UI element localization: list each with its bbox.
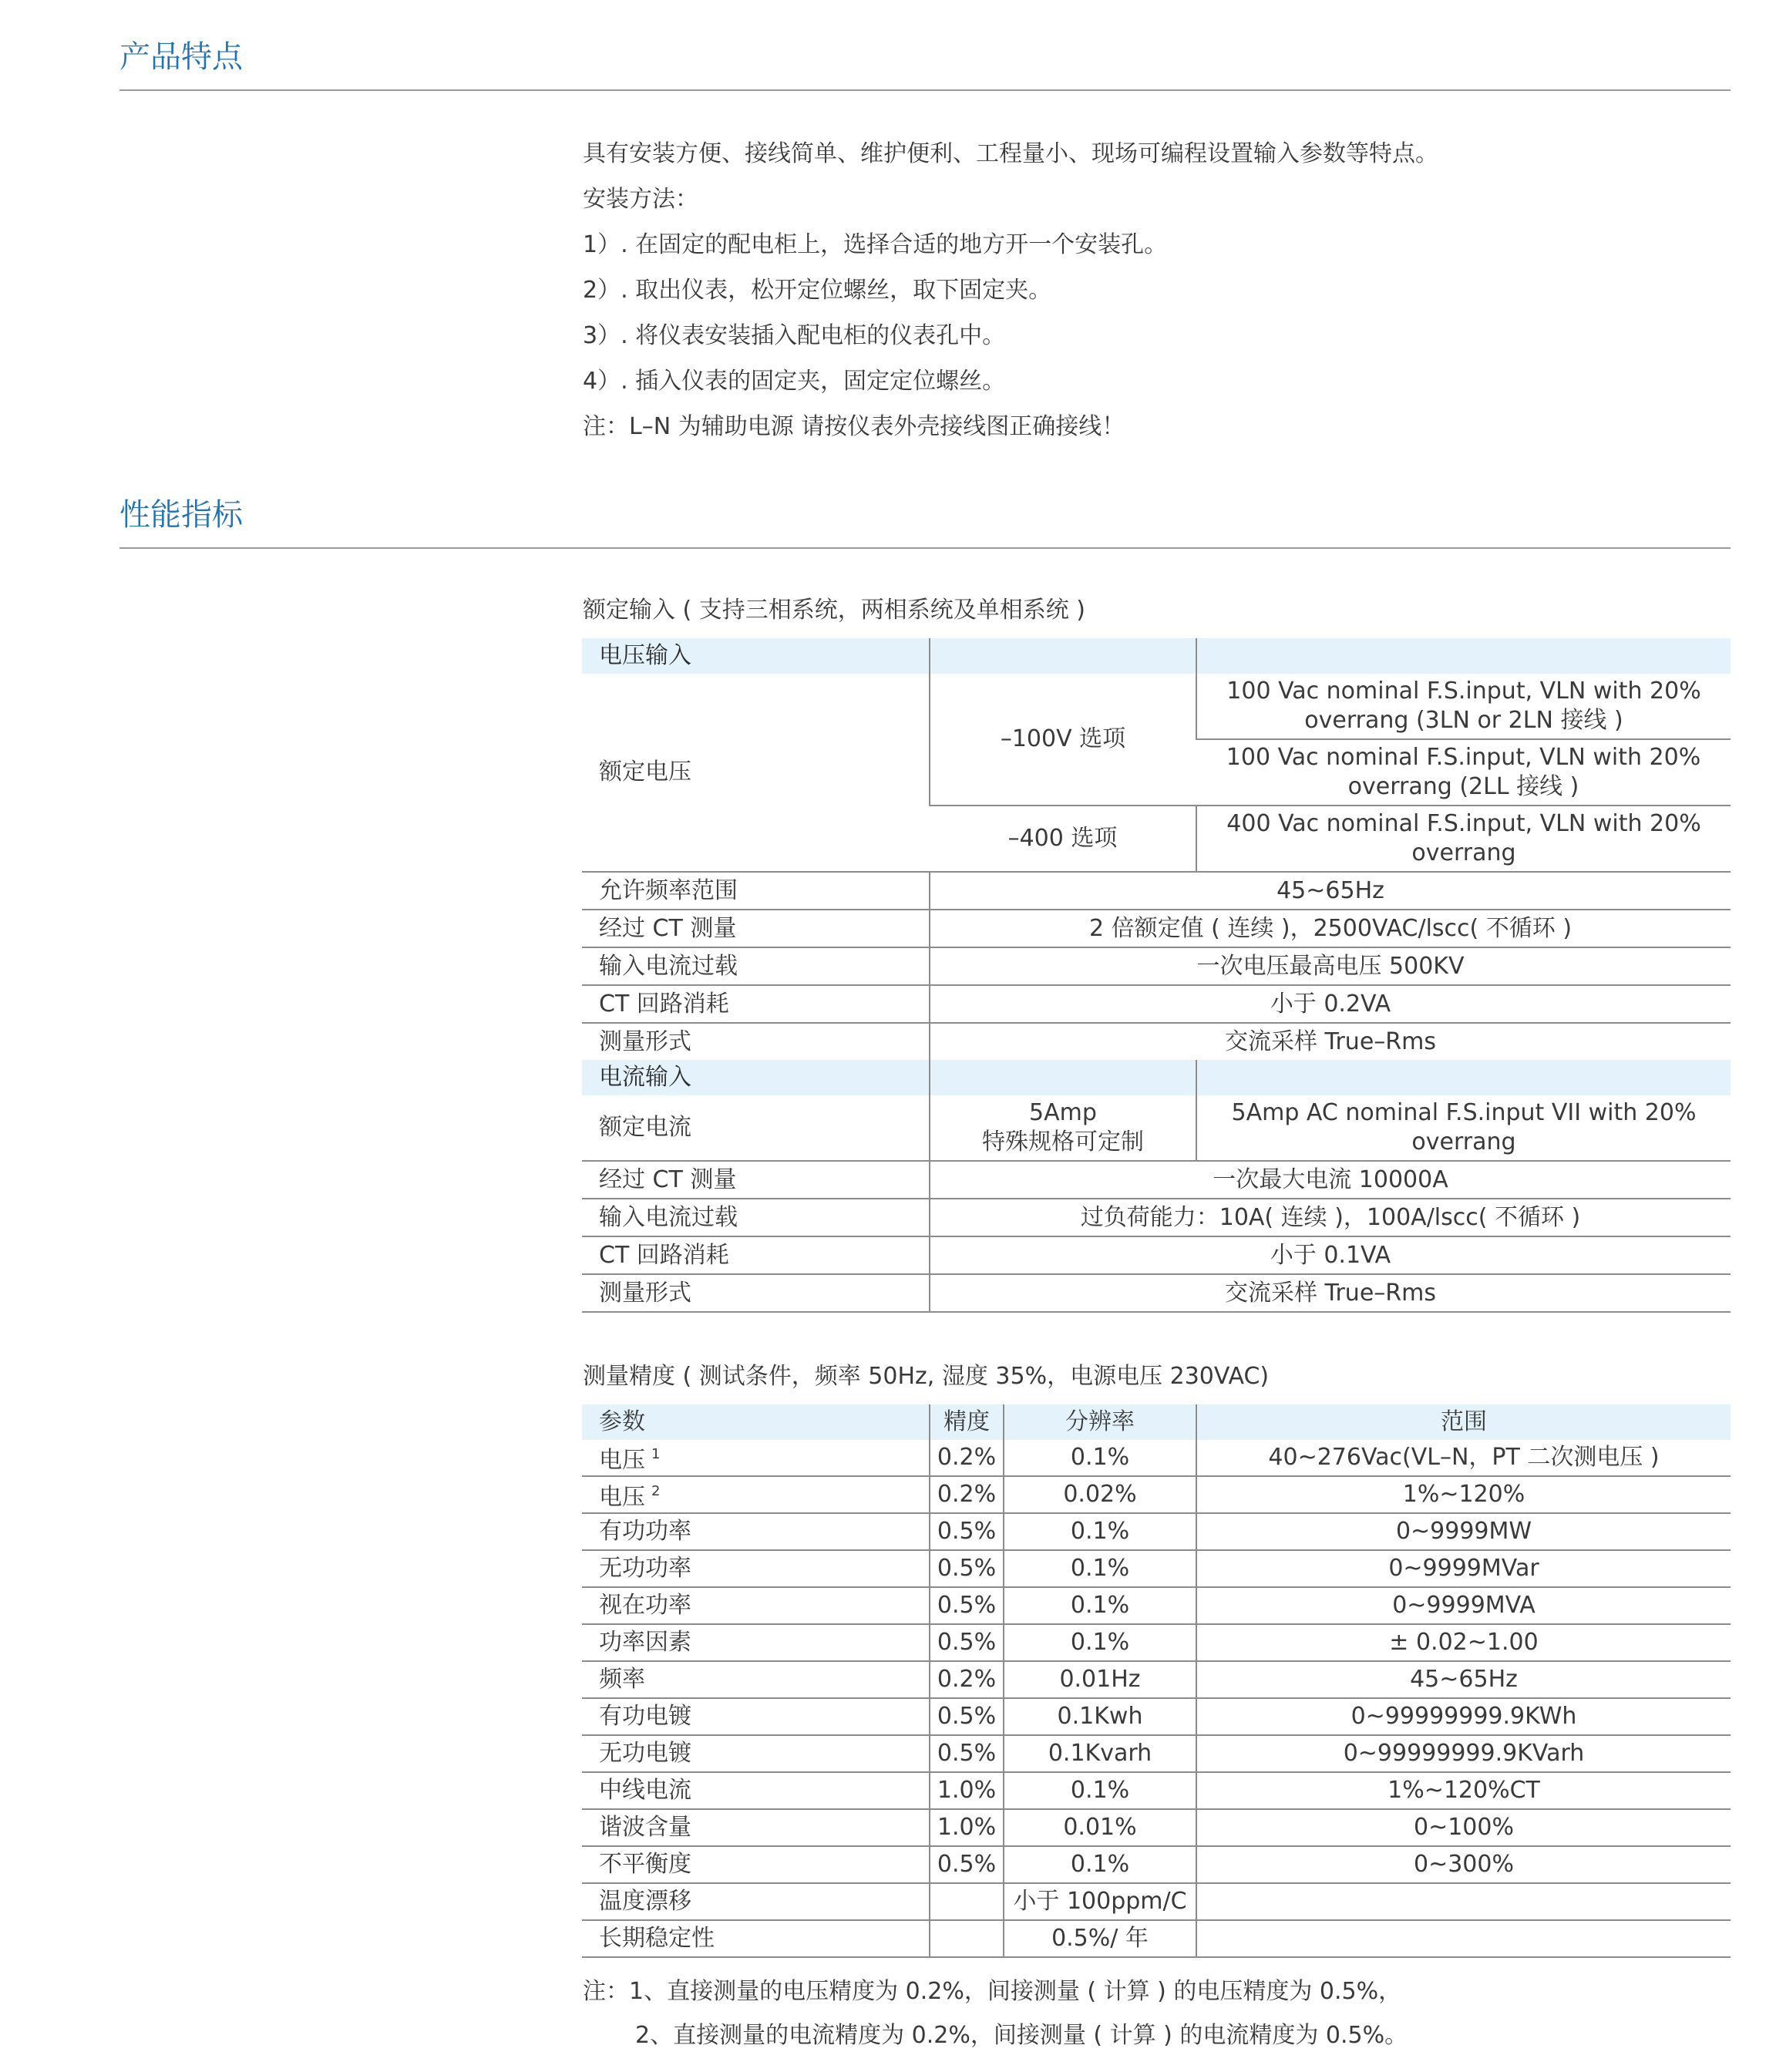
param-cell bbox=[582, 1846, 930, 1883]
accuracy-cell: 0.5% bbox=[930, 1550, 1004, 1587]
table-row bbox=[582, 1809, 1731, 1846]
rated-voltage-label: 额定电压 bbox=[582, 674, 930, 872]
range-cell: 45~65Hz bbox=[1196, 1661, 1731, 1698]
row-value: 一次最大电流 10000A bbox=[930, 1161, 1731, 1199]
row-value: 小于 0.2VA bbox=[930, 985, 1731, 1023]
range-cell: 1%~120%CT bbox=[1196, 1772, 1731, 1809]
param-name: 有功电镀 bbox=[599, 1703, 691, 1730]
row-value: 一次电压最高电压 500KV bbox=[930, 947, 1731, 985]
row-value: 小于 0.1VA bbox=[930, 1236, 1731, 1274]
features-line: 注：L–N 为辅助电源 请按仪表外壳接线图正确接线！ bbox=[583, 413, 1125, 440]
table-row bbox=[582, 1023, 1731, 1060]
resolution-cell: 小于 100ppm/C bbox=[1004, 1883, 1196, 1920]
section-title-performance: 性能指标 bbox=[119, 497, 243, 533]
table-row bbox=[582, 1513, 1731, 1550]
current-option: 5Amp 特殊规格可定制 bbox=[930, 1095, 1196, 1161]
resolution-cell: 0.1% bbox=[1004, 1440, 1196, 1476]
table-row bbox=[582, 1440, 1731, 1476]
voltage-input-header: 电压输入 bbox=[582, 638, 930, 674]
table-header-row bbox=[582, 638, 1731, 674]
table-row bbox=[582, 1624, 1731, 1661]
param-cell bbox=[582, 1513, 930, 1550]
features-line: 4）. 插入仪表的固定夹，固定定位螺丝。 bbox=[583, 368, 1006, 395]
spec-3ln: 100 Vac nominal F.S.input, VLN with 20% overrang (3LN or 2LN 接线 ) bbox=[1196, 674, 1731, 739]
param-name: 温度漂移 bbox=[599, 1888, 691, 1915]
row-value: 过负荷能力：10A( 连续 )，100A/lscc( 不循环 ) bbox=[930, 1199, 1731, 1236]
column-header: 范围 bbox=[1196, 1404, 1731, 1440]
row-label: 经过 CT 测量 bbox=[582, 1161, 930, 1199]
section-divider bbox=[119, 547, 1731, 549]
row-label: 经过 CT 测量 bbox=[582, 910, 930, 947]
row-label: CT 回路消耗 bbox=[582, 985, 930, 1023]
accuracy-table bbox=[582, 1404, 1731, 1958]
resolution-cell: 0.1% bbox=[1004, 1624, 1196, 1661]
resolution-cell: 0.1Kwh bbox=[1004, 1698, 1196, 1735]
resolution-cell: 0.1% bbox=[1004, 1846, 1196, 1883]
features-line: 2）. 取出仪表，松开定位螺丝，取下固定夹。 bbox=[583, 277, 1052, 304]
row-label: 输入电流过载 bbox=[582, 947, 930, 985]
table-row bbox=[582, 1772, 1731, 1809]
section-divider bbox=[119, 89, 1731, 91]
table-row bbox=[582, 985, 1731, 1023]
resolution-cell: 0.02% bbox=[1004, 1476, 1196, 1513]
param-name: 电压 bbox=[599, 1447, 645, 1474]
note-line: 2、直接测量的电流精度为 0.2%，间接测量 ( 计算 ) 的电流精度为 0.5%。 bbox=[635, 2022, 1408, 2049]
table-row bbox=[582, 674, 1731, 739]
current-input-header: 电流输入 bbox=[582, 1060, 930, 1095]
spec-400: 400 Vac nominal F.S.input, VLN with 20% overrang bbox=[1196, 806, 1731, 872]
range-cell: 0~300% bbox=[1196, 1846, 1731, 1883]
spec-2ll: 100 Vac nominal F.S.input, VLN with 20% overrang (2LL 接线 ) bbox=[1196, 739, 1731, 806]
param-cell bbox=[582, 1809, 930, 1846]
range-cell: ± 0.02~1.00 bbox=[1196, 1624, 1731, 1661]
param-name: 无功功率 bbox=[599, 1555, 691, 1582]
param-cell bbox=[582, 1624, 930, 1661]
range-cell: 0~9999MVA bbox=[1196, 1587, 1731, 1624]
option-400v: –400 选项 bbox=[930, 806, 1196, 872]
row-label: 输入电流过载 bbox=[582, 1199, 930, 1236]
rated-current-label: 额定电流 bbox=[582, 1095, 930, 1161]
range-cell: 0~100% bbox=[1196, 1809, 1731, 1846]
accuracy-cell: 0.5% bbox=[930, 1846, 1004, 1883]
accuracy-caption: 测量精度 ( 测试条件，频率 50Hz, 湿度 35%，电源电压 230VAC) bbox=[583, 1363, 1270, 1390]
param-cell bbox=[582, 1587, 930, 1624]
table-row bbox=[582, 1698, 1731, 1735]
table-row bbox=[582, 872, 1731, 910]
accuracy-cell: 1.0% bbox=[930, 1772, 1004, 1809]
accuracy-cell bbox=[930, 1883, 1004, 1920]
table-row bbox=[582, 1661, 1731, 1698]
resolution-cell: 0.5%/ 年 bbox=[1004, 1920, 1196, 1957]
current-spec: 5Amp AC nominal F.S.input VII with 20% overrang bbox=[1196, 1095, 1731, 1161]
accuracy-cell: 0.5% bbox=[930, 1513, 1004, 1550]
row-value: 45~65Hz bbox=[930, 872, 1731, 910]
table-row bbox=[582, 1236, 1731, 1274]
table-row bbox=[582, 1274, 1731, 1312]
note-line: 注：1、直接测量的电压精度为 0.2%，间接测量 ( 计算 ) 的电压精度为 0.5%， bbox=[583, 1978, 1402, 2005]
param-cell bbox=[582, 1883, 930, 1920]
table-row bbox=[582, 947, 1731, 985]
range-cell bbox=[1196, 1920, 1731, 1957]
param-cell bbox=[582, 1772, 930, 1809]
range-cell: 0~99999999.9KVarh bbox=[1196, 1735, 1731, 1772]
accuracy-cell: 0.2% bbox=[930, 1661, 1004, 1698]
param-name: 谐波含量 bbox=[599, 1814, 691, 1841]
accuracy-cell: 0.2% bbox=[930, 1440, 1004, 1476]
column-header: 分辨率 bbox=[1004, 1404, 1196, 1440]
param-name: 视在功率 bbox=[599, 1592, 691, 1619]
table-row bbox=[582, 1920, 1731, 1957]
column-header: 参数 bbox=[582, 1404, 930, 1440]
table-row bbox=[582, 1735, 1731, 1772]
table-row bbox=[582, 910, 1731, 947]
row-value: 交流采样 True–Rms bbox=[930, 1023, 1731, 1060]
param-name: 无功电镀 bbox=[599, 1740, 691, 1767]
row-label: 测量形式 bbox=[582, 1274, 930, 1312]
features-line: 安装方法： bbox=[583, 186, 698, 213]
row-label: CT 回路消耗 bbox=[582, 1236, 930, 1274]
accuracy-cell: 0.5% bbox=[930, 1587, 1004, 1624]
param-name: 有功功率 bbox=[599, 1518, 691, 1545]
resolution-cell: 0.1% bbox=[1004, 1550, 1196, 1587]
column-header: 精度 bbox=[930, 1404, 1004, 1440]
row-value: 2 倍额定值 ( 连续 )，2500VAC/lscc( 不循环 ) bbox=[930, 910, 1731, 947]
param-name: 功率因素 bbox=[599, 1629, 691, 1656]
rated-input-caption: 额定输入 ( 支持三相系统，两相系统及单相系统 ) bbox=[583, 597, 1086, 624]
resolution-cell: 0.1% bbox=[1004, 1513, 1196, 1550]
footnote-marker: 1 bbox=[651, 1446, 661, 1462]
features-line: 1）. 在固定的配电柜上，选择合适的地方开一个安装孔。 bbox=[583, 231, 1168, 258]
resolution-cell: 0.01Hz bbox=[1004, 1661, 1196, 1698]
range-cell: 0~9999MW bbox=[1196, 1513, 1731, 1550]
table-row bbox=[582, 1550, 1731, 1587]
table-row bbox=[582, 1883, 1731, 1920]
features-line: 具有安装方便、接线简单、维护便利、工程量小、现场可编程设置输入参数等特点。 bbox=[583, 140, 1438, 167]
notes bbox=[583, 1969, 1408, 2057]
accuracy-cell: 0.5% bbox=[930, 1698, 1004, 1735]
table-header-row bbox=[582, 1404, 1731, 1440]
accuracy-cell: 1.0% bbox=[930, 1809, 1004, 1846]
section-title-features: 产品特点 bbox=[119, 39, 243, 75]
param-name: 中线电流 bbox=[599, 1777, 691, 1804]
param-cell bbox=[582, 1440, 930, 1476]
range-cell: 40~276Vac(VL–N，PT 二次测电压 ) bbox=[1196, 1440, 1731, 1476]
row-value: 交流采样 True–Rms bbox=[930, 1274, 1731, 1312]
footnote-marker: 2 bbox=[651, 1483, 661, 1499]
table-row bbox=[582, 1846, 1731, 1883]
param-cell bbox=[582, 1698, 930, 1735]
rated-input-table bbox=[582, 638, 1731, 1313]
param-name: 不平衡度 bbox=[599, 1851, 691, 1878]
param-name: 频率 bbox=[599, 1666, 645, 1693]
accuracy-body bbox=[582, 1440, 1731, 1957]
resolution-cell: 0.1Kvarh bbox=[1004, 1735, 1196, 1772]
param-cell bbox=[582, 1550, 930, 1587]
features-line: 3）. 将仪表安装插入配电柜的仪表孔中。 bbox=[583, 322, 1006, 349]
param-cell bbox=[582, 1920, 930, 1957]
range-cell bbox=[1196, 1883, 1731, 1920]
param-name: 电压 bbox=[599, 1484, 645, 1511]
features-text bbox=[583, 131, 1739, 449]
option-100v: –100V 选项 bbox=[930, 674, 1196, 806]
range-cell: 0~9999MVar bbox=[1196, 1550, 1731, 1587]
range-cell: 1%~120% bbox=[1196, 1476, 1731, 1513]
accuracy-cell bbox=[930, 1920, 1004, 1957]
accuracy-cell: 0.5% bbox=[930, 1735, 1004, 1772]
table-header-row bbox=[582, 1060, 1731, 1095]
range-cell: 0~99999999.9KWh bbox=[1196, 1698, 1731, 1735]
row-label: 测量形式 bbox=[599, 1028, 691, 1055]
table-row bbox=[582, 1161, 1731, 1199]
table-row bbox=[582, 1476, 1731, 1513]
param-cell bbox=[582, 1735, 930, 1772]
table-row bbox=[582, 1199, 1731, 1236]
row-label: 允许频率范围 bbox=[582, 872, 930, 910]
resolution-cell: 0.1% bbox=[1004, 1772, 1196, 1809]
param-cell bbox=[582, 1661, 930, 1698]
table-row bbox=[582, 1095, 1731, 1161]
table-row bbox=[582, 1587, 1731, 1624]
resolution-cell: 0.1% bbox=[1004, 1587, 1196, 1624]
resolution-cell: 0.01% bbox=[1004, 1809, 1196, 1846]
accuracy-cell: 0.5% bbox=[930, 1624, 1004, 1661]
param-name: 长期稳定性 bbox=[599, 1925, 715, 1952]
accuracy-cell: 0.2% bbox=[930, 1476, 1004, 1513]
param-cell bbox=[582, 1476, 930, 1513]
